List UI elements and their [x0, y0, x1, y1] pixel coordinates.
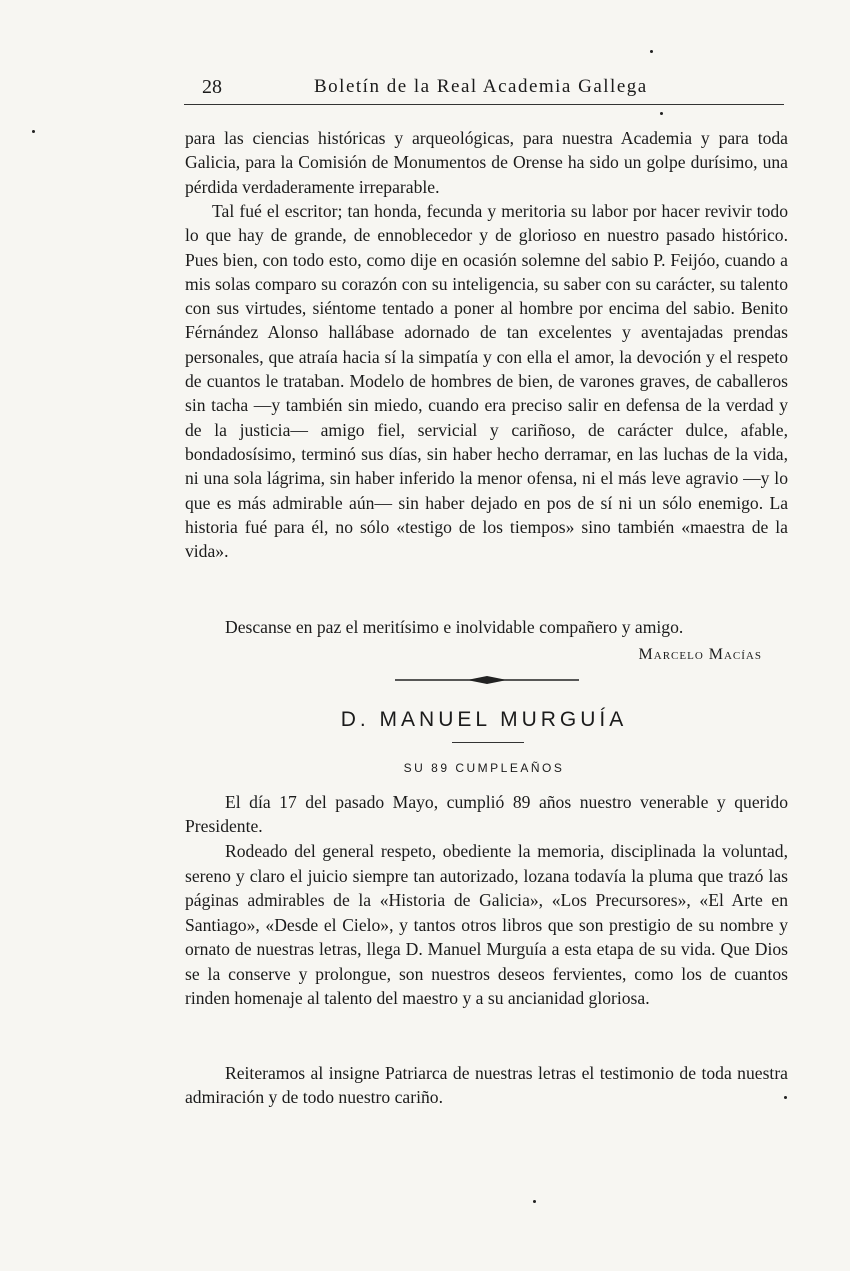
article-title: D. MANUEL MURGUÍA [340, 708, 628, 731]
page-number: 28 [202, 76, 222, 98]
title-rule [452, 742, 524, 743]
page-header [184, 74, 784, 105]
print-speck [784, 1096, 787, 1099]
running-title: Boletín de la Real Academia Gallega [314, 76, 648, 97]
print-speck [32, 130, 35, 133]
article2-paragraph-3: Reiteramos al insigne Patriarca de nuestras letras el testimonio de toda nuestra admiración y de todo nuestro cariño. [185, 1063, 788, 1107]
article2-paragraph-1: El día 17 del pasado Mayo, cumplió 89 años nuestro venerable y querido Presidente. [185, 792, 788, 836]
print-speck [650, 50, 653, 53]
article1-paragraph-1: para las ciencias históricas y arqueológicas, para nuestra Academia y para toda Galicia, para la Comisión de Monumentos de Orense ha sido un golpe durísimo, una pérdida verdaderamente irreparable. [185, 128, 788, 197]
article-subtitle: SU 89 CUMPLEAÑOS [403, 761, 565, 775]
article2-paragraph-2: Rodeado del general respeto, obediente la memoria, disciplinada la voluntad, sereno y claro el juicio siempre tan autorizado, lozana todavía la pluma que trazó las páginas admirables de la «Historia de Galicia», «Los Precursores», «El Arte en Santiago», «Desde el Cielo», y tantos otros libros que son prestigio de su nombre y ornato de nuestras letras, llega D. Manuel Murguía a esta etapa de su vida. Que Dios se la conserve y prolongue, son nuestros deseos fervientes, como los de cuantos rinden homenaje al talento del maestro y a su ancianidad gloriosa. [185, 841, 788, 1008]
section-divider-ornament [395, 672, 579, 688]
print-speck [660, 112, 663, 115]
print-speck [533, 1200, 536, 1203]
article1-paragraph-3: Descanse en paz el meritísimo e inolvidable compañero y amigo. [225, 617, 684, 637]
article1-paragraph-2: Tal fué el escritor; tan honda, fecunda y meritoria su labor por hacer revivir todo lo que hay de grande, de ennoblecedor y de glorioso en nuestro pasado histórico. Pues bien, con todo esto, como dije en ocasión solemne del sabio P. Feijóo, cuando a mis solas comparo su corazón con su inteligencia, su saber con su carácter, su talento con sus virtudes, siéntome tentado a poner al hombre por encima del sabio. Benito Férnández Alonso hallábase adornado de tan excelentes y aventajadas prendas personales, que atraía hacia sí la simpatía y con ella el amor, la devoción y el respeto de cuantos le trataban. Modelo de hombres de bien, de varones graves, de caballeros sin tacha —y también sin miedo, cuando era preciso salir en defensa de la verdad y de la justicia— amigo fiel, servicial y cariñoso, de carácter dulce, afable, bondadosísimo, terminó sus días, sin haber hecho derramar, en las luchas de la vida, ni una sola lágrima, sin haber inferido la menor ofensa, ni el más leve agravio —y lo que es más admirable aún— sin haber dejado en pos de sí ni un sólo enemigo. La historia fué para él, no sólo «testigo de los tiempos» sino también «maestra de la vida». [185, 201, 788, 562]
author-signature: Marcelo Macías [638, 646, 762, 663]
